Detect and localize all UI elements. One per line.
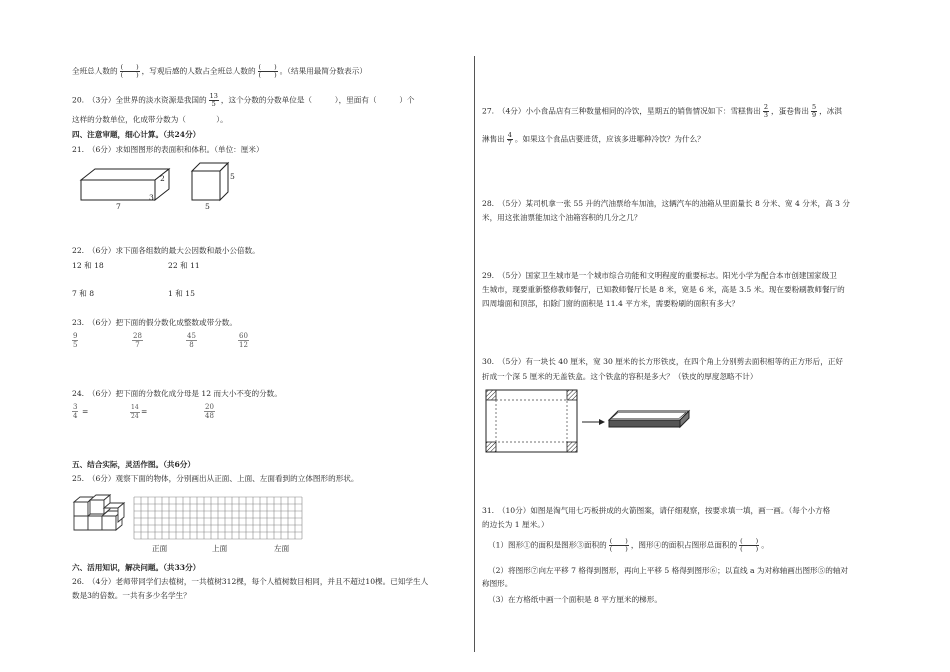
q24-text: 24. （6分）把下面的分数化成分母是 12 而大小不变的分数。 bbox=[72, 389, 282, 398]
section-6-heading: 六、活用知识，解决问题。（共33分） bbox=[72, 563, 201, 572]
q22-pair-4: 1 和 15 bbox=[168, 289, 195, 298]
q22-pair-2: 22 和 11 bbox=[168, 261, 200, 270]
q23-fraction-4: $\frac{60}{12}$ bbox=[239, 332, 248, 349]
fraction: $\frac{13}{5}$ bbox=[209, 92, 218, 108]
cube-edge-label-right: 5 bbox=[230, 172, 235, 181]
q22-text: 22. （6分）求下面各组数的最大公因数和最小公倍数。 bbox=[72, 246, 260, 255]
stacked-cubes-figure bbox=[72, 490, 132, 540]
iron-sheet-figure bbox=[485, 389, 695, 455]
view-label-front: 正面 bbox=[152, 544, 168, 553]
blank-fraction[interactable]: $\frac{( )}{( )}$ bbox=[740, 537, 759, 553]
q31-sub3: （3）在方格纸中画一个面积是 8 平方厘米的梯形。 bbox=[488, 595, 662, 604]
fraction: $\frac{5}{9}$ bbox=[812, 103, 817, 119]
q24-fraction-3: $\frac{20}{48}$ bbox=[205, 403, 214, 420]
view-label-top: 上面 bbox=[212, 544, 228, 553]
cuboid-figure bbox=[78, 166, 168, 210]
cuboid-height-label: 2 bbox=[160, 174, 165, 183]
blank-fraction[interactable]: $\frac{( )}{( )}$ bbox=[258, 63, 277, 79]
cuboid-length-label: 7 bbox=[116, 202, 121, 211]
q24-equals-2: = bbox=[141, 407, 148, 416]
q28-line1: 28. （5分）某司机拿一张 55 升的汽油票给车加油，这辆汽车的油箱从里面量长 8 分米、宽 4 分米，高 3 分 bbox=[482, 199, 850, 208]
q30-line1: 30. （5分）有一块长 40 厘米，宽 30 厘米的长方形铁皮，在四个角上分别剪去面积相等的正方形后，正好 bbox=[482, 357, 844, 366]
q21-text: 21. （6分）求如图图形的表面积和体积。（单位：厘米） bbox=[72, 145, 264, 154]
q24-equals-1: = bbox=[82, 407, 89, 416]
view-label-left: 左面 bbox=[274, 544, 290, 553]
q29-line2: 生城市，现要重新整修教师餐厅，已知教师餐厅长是 8 米，宽是 6 米，高是 3.5 米。现在要粉刷教师餐厅的 bbox=[482, 285, 845, 294]
q23-fraction-1: $\frac{9}{5}$ bbox=[73, 332, 78, 349]
q31-sub2b: 称图形。 bbox=[482, 579, 513, 588]
cuboid-width-label: 3 bbox=[149, 193, 154, 202]
q31-line2: 的边长为 1 厘米。） bbox=[482, 520, 549, 529]
fraction: $\frac{4}{7}$ bbox=[507, 131, 512, 147]
fraction: $\frac{2}{3}$ bbox=[763, 103, 769, 119]
section-5-heading: 五、结合实际，灵活作图。（共6分） bbox=[72, 460, 195, 469]
cube-figure bbox=[190, 161, 230, 203]
q27-line2: 淋售出 $\frac{4}{7}$ 。如果这个食品店要进货，应该多进哪种冷饮？为什么？ bbox=[482, 131, 705, 147]
blank-fraction[interactable]: $\frac{( )}{( )}$ bbox=[120, 63, 139, 79]
q23-fraction-3: $\frac{45}{8}$ bbox=[187, 332, 196, 349]
q25-text: 25. （6分）观察下面的物体，分别画出从正面、上面、左面看到的立体图形的形状。 bbox=[72, 474, 359, 483]
q26-line2: 数是3的倍数。一共有多少名学生？ bbox=[72, 591, 191, 600]
q31-line1: 31. （10分）如图是淘气用七巧板拼成的火箭图案，请仔细观察，按要求填一填，画一画。（每个小方格 bbox=[482, 506, 831, 515]
q20-line2: 这样的分数单位，化成带分数为（ ）。 bbox=[72, 115, 228, 124]
q23-fraction-2: $\frac{28}{7}$ bbox=[133, 332, 142, 349]
q22-pair-3: 7 和 8 bbox=[72, 289, 95, 298]
q31-sub1: （1）图形①的面积是图形③面积的 $\frac{( )}{( )}$ ，图形④的面积占图形总面积的 $\frac{( )}{( )}$ 。 bbox=[488, 537, 769, 553]
column-divider bbox=[474, 56, 475, 652]
q26-line1: 26. （4分）老师带同学们去植树，一共植树312棵，每个人植树数目相同，并且不超过10棵。已知学生人 bbox=[72, 577, 429, 586]
q19-tail: 全班总人数的 $\frac{( )}{( )}$ ，写观后感的人数占全班总人数的 $\frac{( )}{( )}$ 。（结果用最简分数表示） bbox=[72, 63, 367, 79]
q29-line3: 四周墙面和顶部，扣除门窗的面积是 11.4 平方米，需要粉刷的面积有多大？ bbox=[482, 299, 740, 308]
blank-fraction[interactable]: $\frac{( )}{( )}$ bbox=[609, 537, 628, 553]
q29-line1: 29. （5分）国家卫生城市是一个城市综合功能和文明程度的重要标志。阳光小学为配合本市创建国家级卫 bbox=[482, 271, 837, 280]
view-drawing-grid[interactable] bbox=[134, 497, 302, 541]
section-4-heading: 四、注意审题，细心计算。（共24分） bbox=[72, 130, 201, 139]
q24-fraction-2: $\frac{14}{24}$ bbox=[131, 404, 139, 420]
q31-sub2: （2）将图形⑦向左平移 7 格得到图形，再向上平移 5 格得到图形⑥；以直线 a 为对称轴画出图形⑤的轴对 bbox=[488, 566, 849, 575]
q23-text: 23. （6分）把下面的假分数化成整数或带分数。 bbox=[72, 318, 237, 327]
q20-line1: 20. （3分）全世界的淡水资源是我国的 $\frac{13}{5}$ ，这个分数的分数单位是（ ），里面有（ ）个 bbox=[72, 92, 415, 108]
q24-fraction-1: $\frac{3}{4}$ bbox=[73, 403, 78, 420]
q28-line2: 米，用这张油票能加这个油箱容积的几分之几？ bbox=[482, 213, 642, 222]
q27-line1: 27. （4分）小小食品店有三种数量相同的冷饮，星期五的销售情况如下：雪糕售出 $\frac{2}{3}$ ，蛋卷售出 $\frac{5}{9}$ ，冰淇 bbox=[482, 103, 842, 119]
q30-line2: 折成一个深 5 厘米的无盖铁盒。这个铁盒的容积是多大？（铁皮的厚度忽略不计） bbox=[482, 372, 758, 381]
cube-edge-label-bottom: 5 bbox=[205, 202, 210, 211]
q22-pair-1: 12 和 18 bbox=[72, 261, 104, 270]
